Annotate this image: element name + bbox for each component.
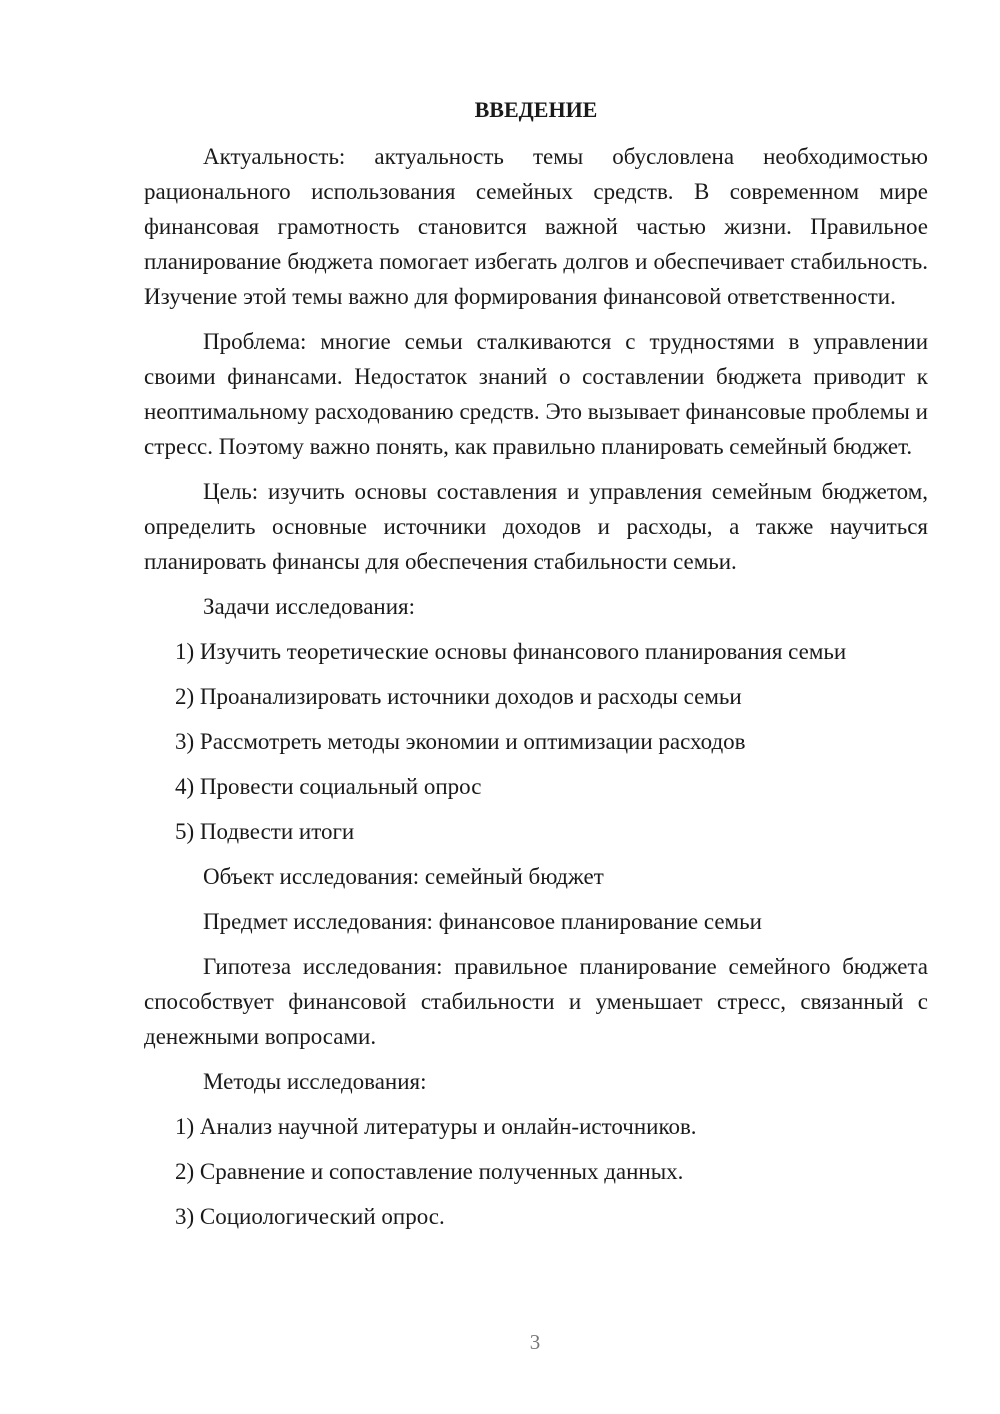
problem-paragraph: Проблема: многие семьи сталкиваются с трудностями в управлении своими финансами. Недостаток знаний о составлении бюджета приводит к неоптимальному расходованию средств. Это вызывает финансовые проблемы и стресс. Поэтому важно понять, как правильно планировать семейный бюджет. (144, 329, 928, 459)
task-item: 5) Подвести итоги (175, 819, 355, 844)
method-item: 3) Социологический опрос. (175, 1204, 445, 1229)
relevance-paragraph: Актуальность: актуальность темы обусловлена необходимостью рационального использования семейных средств. В современном мире финансовая грамотность становится важной частью жизни. Правильное планирование бюджета помогает избегать долгов и обеспечивает стабильность. Изучение этой темы важно для формирования финансовой ответственности. (144, 144, 928, 309)
task-item: 2) Проанализировать источники доходов и расходы семьи (175, 684, 742, 709)
task-item: 3) Рассмотреть методы экономии и оптимизации расходов (175, 729, 746, 754)
task-item: 4) Провести социальный опрос (175, 774, 482, 799)
methods-heading: Методы исследования: (203, 1069, 427, 1094)
method-item: 2) Сравнение и сопоставление полученных данных. (175, 1159, 684, 1184)
page-number: 3 (529, 1330, 541, 1354)
task-item: 1) Изучить теоретические основы финансового планирования семьи (175, 639, 847, 664)
goal-paragraph: Цель: изучить основы составления и управления семейным бюджетом, определить основные источники доходов и расходы, а также научиться планировать финансы для обеспечения стабильности семьи. (144, 479, 928, 574)
page-body (144, 90, 928, 1244)
page-title: ВВЕДЕНИЕ (474, 97, 598, 122)
subject-line: Предмет исследования: финансовое планирование семьи (203, 909, 762, 934)
method-item: 1) Анализ научной литературы и онлайн-источников. (175, 1114, 697, 1139)
object-line: Объект исследования: семейный бюджет (203, 864, 604, 889)
hypothesis-paragraph: Гипотеза исследования: правильное планирование семейного бюджета способствует финансовой стабильности и уменьшает стресс, связанный с денежными вопросами. (144, 954, 928, 1049)
tasks-heading: Задачи исследования: (203, 594, 416, 619)
